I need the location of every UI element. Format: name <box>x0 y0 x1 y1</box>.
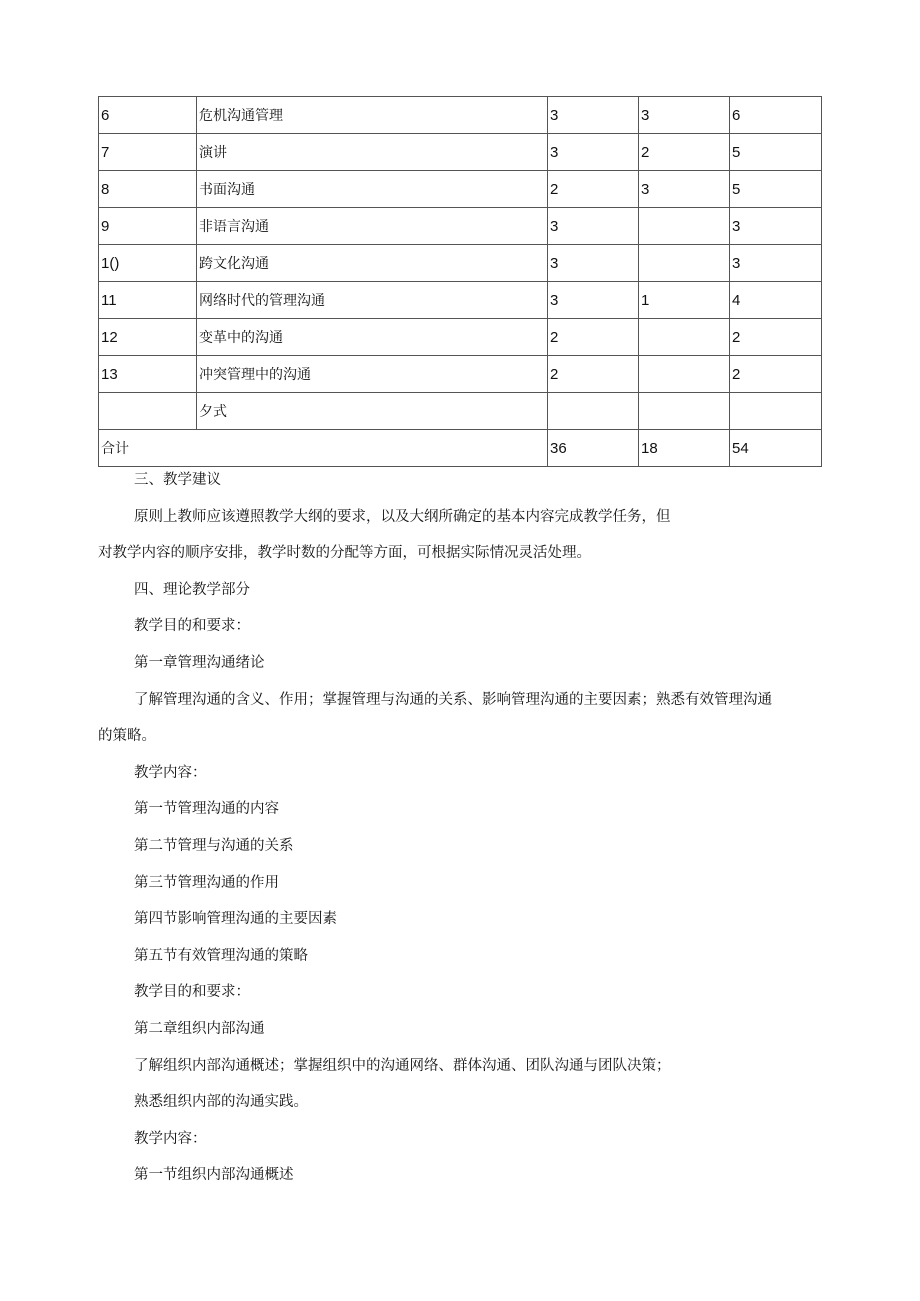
table-row <box>99 356 822 393</box>
table-row <box>99 134 822 171</box>
practice-hours: 3 <box>639 97 730 134</box>
paragraph <box>98 462 820 499</box>
practice-hours: 1 <box>639 282 730 319</box>
total-hours: 5 <box>730 134 822 171</box>
total-label: 合计 <box>99 430 548 467</box>
table-row <box>99 208 822 245</box>
text-line: 第二章组织内部沟通 <box>134 1020 265 1037</box>
total-lecture-hours: 36 <box>548 430 639 467</box>
row-number: 12 <box>99 319 197 356</box>
total-practice-hours: 18 <box>639 430 730 467</box>
practice-hours <box>639 208 730 245</box>
text-line: 了解管理沟通的含义、作用；掌握管理与沟通的关系、影响管理沟通的主要因素；熟悉有效管理沟通 <box>134 691 772 708</box>
paragraph <box>98 865 820 902</box>
paragraph <box>98 974 820 1011</box>
total-hours: 3 <box>730 208 822 245</box>
text-line: 教学目的和要求： <box>134 618 250 635</box>
paragraph <box>98 1048 820 1085</box>
text-line: 原则上教师应该遵照教学大纲的要求，以及大纲所确定的基本内容完成教学任务，但 <box>134 508 671 525</box>
topic-name: 演讲 <box>197 134 548 171</box>
text-line: 第一章管理沟通绪论 <box>134 654 265 671</box>
document-body <box>98 462 820 1194</box>
lecture-hours: 3 <box>548 282 639 319</box>
total-hours: 2 <box>730 319 822 356</box>
hours-table <box>98 96 822 467</box>
total-hours: 6 <box>730 97 822 134</box>
topic-name: 冲突管理中的沟通 <box>197 356 548 393</box>
text-line: 对教学内容的顺序安排，教学时数的分配等方面，可根据实际情况灵活处理。 <box>98 545 591 562</box>
practice-hours <box>639 393 730 430</box>
paragraph <box>98 755 820 792</box>
topic-name: 变革中的沟通 <box>197 319 548 356</box>
practice-hours <box>639 356 730 393</box>
topic-name: 书面沟通 <box>197 171 548 208</box>
row-number: 7 <box>99 134 197 171</box>
paragraph <box>98 499 820 572</box>
text-line: 教学内容： <box>134 1130 207 1147</box>
table-row <box>99 282 822 319</box>
practice-hours: 3 <box>639 171 730 208</box>
lecture-hours <box>548 393 639 430</box>
paragraph <box>98 1011 820 1048</box>
row-number: 9 <box>99 208 197 245</box>
text-line: 的策略。 <box>98 728 156 745</box>
total-hours: 2 <box>730 356 822 393</box>
lecture-hours: 2 <box>548 319 639 356</box>
topic-name: 网络时代的管理沟通 <box>197 282 548 319</box>
lecture-hours: 2 <box>548 356 639 393</box>
row-number: 13 <box>99 356 197 393</box>
paragraph <box>98 608 820 645</box>
text-line: 第五节有效管理沟通的策略 <box>134 947 308 964</box>
total-hours: 5 <box>730 171 822 208</box>
paragraph <box>98 828 820 865</box>
table-row <box>99 393 822 430</box>
total-all-hours: 54 <box>730 430 822 467</box>
row-number: 8 <box>99 171 197 208</box>
text-line: 三、教学建议 <box>134 472 221 488</box>
table-row <box>99 97 822 134</box>
total-hours: 4 <box>730 282 822 319</box>
paragraph <box>98 682 820 755</box>
text-line: 第四节影响管理沟通的主要因素 <box>134 911 337 928</box>
practice-hours: 2 <box>639 134 730 171</box>
text-line: 教学目的和要求： <box>134 984 250 1001</box>
paragraph <box>98 1121 820 1158</box>
row-number <box>99 393 197 430</box>
table-row <box>99 319 822 356</box>
lecture-hours: 3 <box>548 208 639 245</box>
paragraph <box>98 791 820 828</box>
text-line: 了解组织内部沟通概述；掌握组织中的沟通网络、群体沟通、团队沟通与团队决策； <box>134 1057 671 1074</box>
text-line: 第一节组织内部沟通概述 <box>134 1167 294 1184</box>
paragraph <box>98 645 820 682</box>
row-number: 1() <box>99 245 197 282</box>
lecture-hours: 2 <box>548 171 639 208</box>
lecture-hours: 3 <box>548 97 639 134</box>
text-line: 教学内容： <box>134 764 207 781</box>
text-line: 四、理论教学部分 <box>134 581 250 598</box>
total-row <box>99 430 822 467</box>
lecture-hours: 3 <box>548 245 639 282</box>
total-hours <box>730 393 822 430</box>
lecture-hours: 3 <box>548 134 639 171</box>
topic-name: 跨文化沟通 <box>197 245 548 282</box>
topic-name: 非语言沟通 <box>197 208 548 245</box>
table-row <box>99 171 822 208</box>
paragraph <box>98 572 820 609</box>
row-number: 6 <box>99 97 197 134</box>
topic-name: 危机沟通管理 <box>197 97 548 134</box>
table-row <box>99 245 822 282</box>
text-line: 第三节管理沟通的作用 <box>134 874 279 891</box>
paragraph <box>98 1084 820 1121</box>
text-line: 熟悉组织内部的沟通实践。 <box>134 1094 308 1111</box>
practice-hours <box>639 245 730 282</box>
row-number: 11 <box>99 282 197 319</box>
text-line: 第一节管理沟通的内容 <box>134 801 279 818</box>
text-line: 第二节管理与沟通的关系 <box>134 837 294 854</box>
paragraph <box>98 901 820 938</box>
topic-name: 夕式 <box>197 393 548 430</box>
total-hours: 3 <box>730 245 822 282</box>
practice-hours <box>639 319 730 356</box>
paragraph <box>98 1157 820 1194</box>
paragraph <box>98 938 820 975</box>
